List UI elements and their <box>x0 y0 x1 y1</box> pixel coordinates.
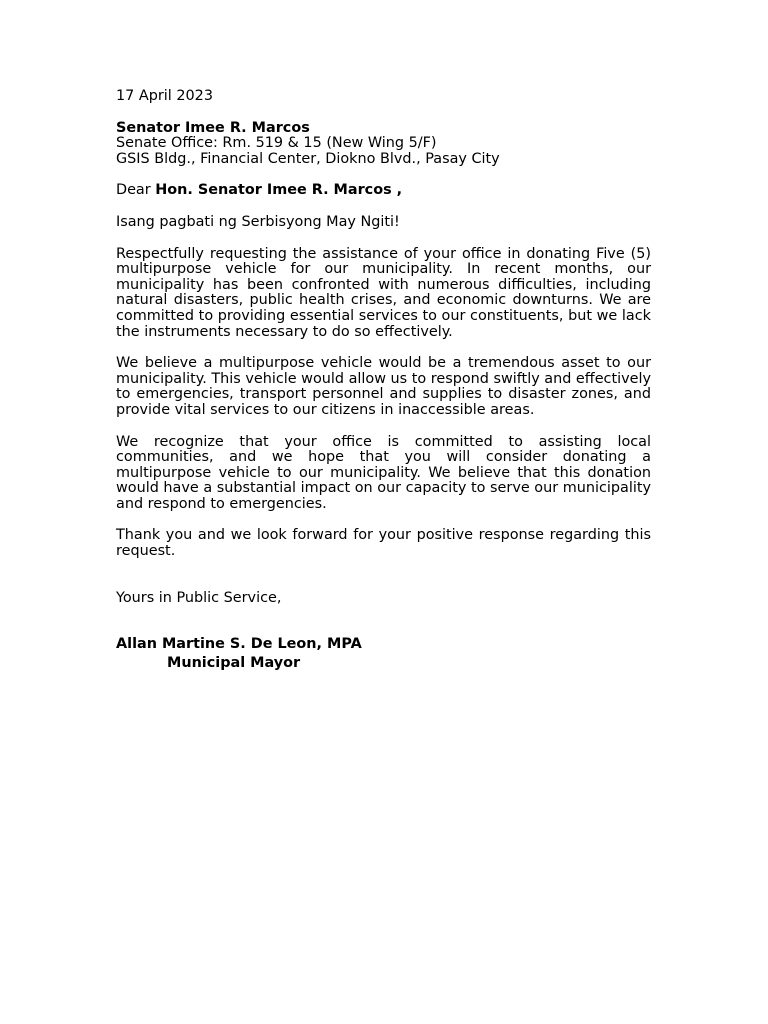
recipient-address-line: GSIS Bldg., Financial Center, Diokno Blvd., Pasay City <box>116 150 500 167</box>
letter-body <box>116 89 651 671</box>
signatory-title: Municipal Mayor <box>167 654 301 671</box>
recipient-office-line: Senate Office: Rm. 519 & 15 (New Wing 5/F) <box>116 135 437 152</box>
body-paragraph-recognition: We recognize that your office is committed to assisting local communities, and we hope that you will consider donating a multipurpose vehicle to our municipality. We believe that this donation would have a substantial impact on our capacity to serve our municipality and respond to emergencies. <box>116 433 651 512</box>
recipient-address <box>116 121 651 168</box>
salutation-name: Hon. Senator Imee R. Marcos , <box>155 182 403 199</box>
signature-block <box>116 637 651 671</box>
recipient-name: Senator Imee R. Marcos <box>116 119 310 136</box>
body-paragraph-benefit: We believe a multipurpose vehicle would be a tremendous asset to our municipality. This vehicle would allow us to respond swiftly and effectively to emergencies, transport personnel and supplies to disaster zones, and provide vital services to our citizens in inaccessible areas. <box>116 355 651 418</box>
salutation-prefix: Dear <box>116 182 151 199</box>
greeting-line: Isang pagbati ng Serbisyong May Ngiti! <box>116 213 400 230</box>
salutation <box>116 183 651 199</box>
closing-line: Yours in Public Service, <box>116 589 282 606</box>
body-paragraph-thanks: Thank you and we look forward for your positive response regarding this request. <box>116 527 651 560</box>
signatory-name: Allan Martine S. De Leon, MPA <box>116 636 362 653</box>
body-paragraph-request: Respectfully requesting the assistance of your office in donating Five (5) multipurpose vehicle for our municipality. In recent months, our municipality has been confronted with numerous difficulties, including natural disasters, public health crises, and economic downturns. We are committed to providing essential services to our constituents, but we lack the instruments necessary to do so effectively. <box>116 245 651 340</box>
letter-date: 17 April 2023 <box>116 88 213 104</box>
